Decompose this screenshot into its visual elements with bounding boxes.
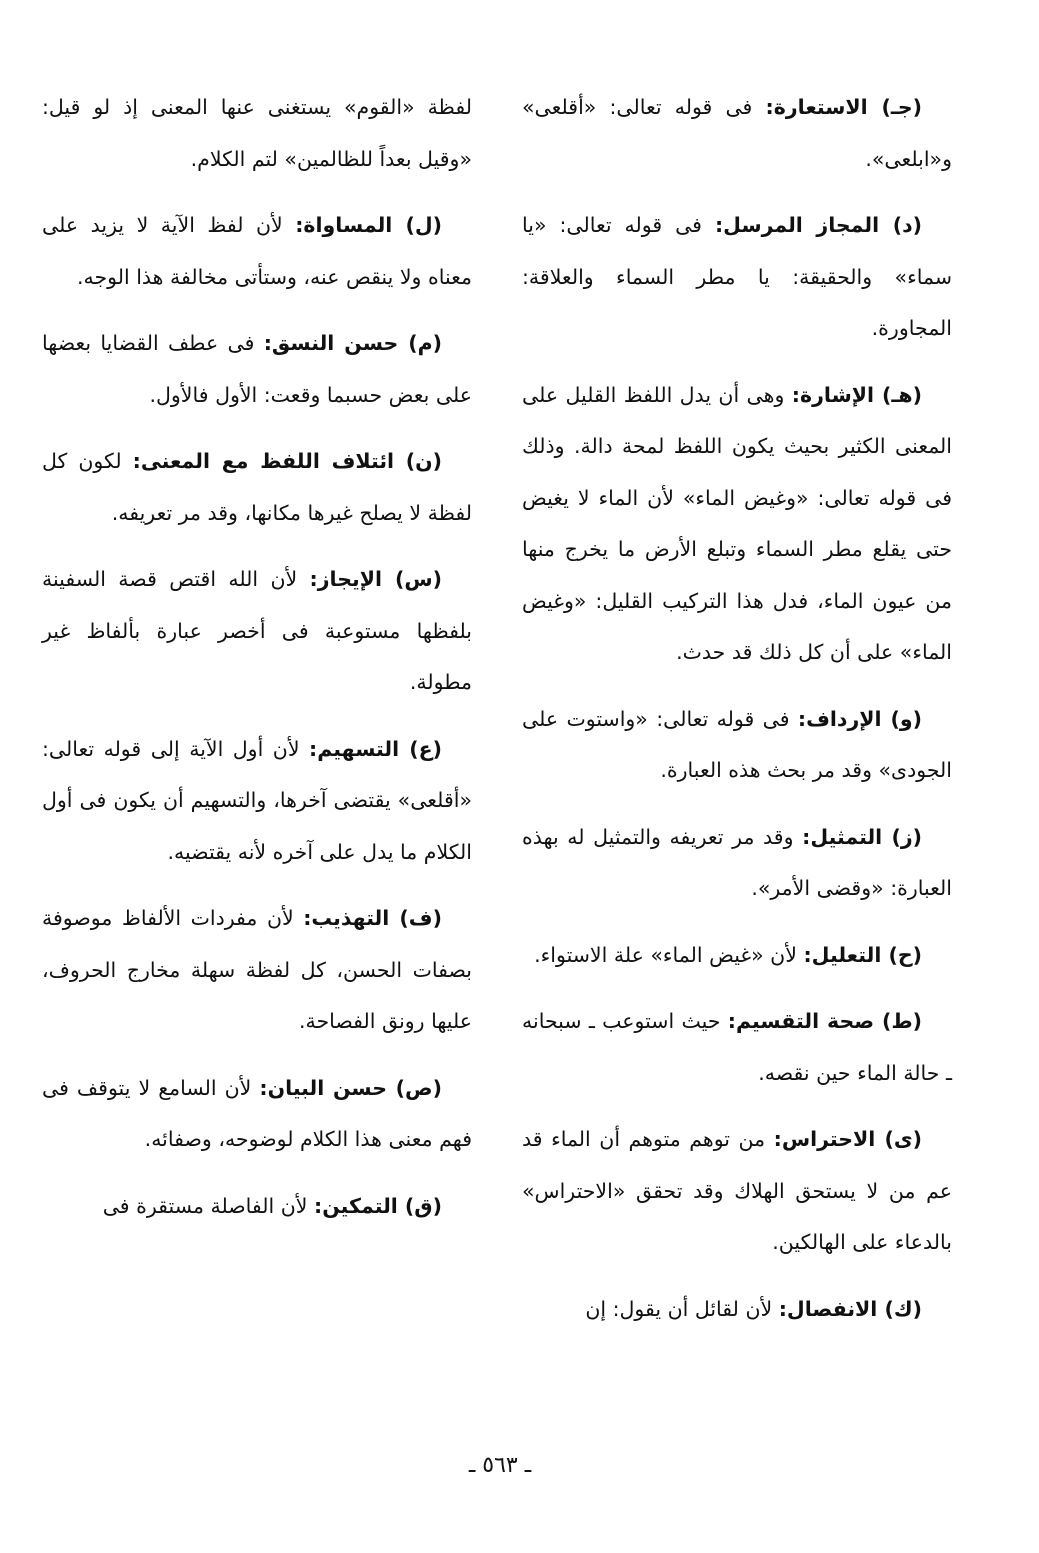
term-label: (ع) التسهيم:: [309, 736, 442, 761]
paragraph-text: لأن أول الآية إلى قوله تعالى: «أقلعى» يقتضى آخرها، والتسهيم أن يكون فى أول الكلام ما يدل على آخره لأنه يقتضيه.: [42, 736, 472, 864]
term-label: (و) الإرداف:: [797, 706, 923, 731]
term-label: (جـ) الاستعارة:: [765, 95, 922, 119]
term-label: (د) المجاز المرسل:: [714, 213, 922, 237]
right-column: [522, 82, 952, 1350]
term-label: (س) الإيجاز:: [309, 567, 443, 591]
paragraph-text: لفظة «القوم» يستغنى عنها المعنى إذ لو قيل: «وقيل بعداً للظالمين» لتم الكلام.: [42, 95, 472, 171]
paragraph-text: وهى أن يدل اللفظ القليل على المعنى الكثير بحيث يكون اللفظ لمحة دالة. وذلك فى قوله تعالى: «وغيض الماء» لأن الماء لا يغيض حتى يقلع مطر السماء وتبلع الأرض ما يخرج منها من عيون الماء، فدل هذا التركيب القليل: «وغيض الماء» على أن كل ذلك قد حدث.: [522, 382, 952, 664]
term-label: (ى) الاحتراس:: [773, 1127, 922, 1151]
paragraph: [42, 200, 472, 303]
paragraph-text: لأن السامع لا يتوقف فى فهم معنى هذا الكلام لوضوحه، وصفائه.: [42, 1075, 472, 1151]
paragraph-text: فى قوله تعالى: «واستوت على الجودى» وقد مر بحث هذه العبارة.: [522, 706, 952, 782]
paragraph: [522, 370, 952, 679]
page-number: ـ ٥٦٣ ـ: [468, 1453, 532, 1478]
term-label: (ح) التعليل:: [803, 942, 922, 967]
paragraph: [42, 1063, 472, 1166]
paragraph: [522, 996, 952, 1099]
term-label: (ز) التمثيل:: [802, 824, 922, 849]
paragraph-text: وقد مر تعريفه والتمثيل له بهذه العبارة: «وقضى الأمر».: [522, 824, 952, 900]
paragraph: [42, 724, 472, 879]
paragraph: [522, 1284, 952, 1336]
paragraph-text: لأن الفاصلة مستقرة فى: [102, 1193, 315, 1218]
term-label: (ق) التمكين:: [314, 1193, 442, 1218]
paragraph: [42, 554, 472, 709]
paragraph: [522, 82, 952, 185]
paragraph-text: لأن مفردات الألفاظ موصوفة بصفات الحسن، كل لفظة سهلة مخارج الحروف، عليها رونق الفصاحة.: [42, 906, 472, 1033]
term-label: (ص) حسن البيان:: [259, 1075, 443, 1100]
left-column: [42, 82, 472, 1247]
paragraph: [42, 1181, 472, 1233]
paragraph: [522, 1114, 952, 1269]
paragraph: [522, 694, 952, 797]
term-label: (ك) الانفصال:: [778, 1296, 922, 1321]
term-label: (ط) صحة التقسيم:: [727, 1009, 923, 1033]
paragraph: [42, 893, 472, 1048]
paragraph: [42, 318, 472, 421]
term-label: (ف) التهذيب:: [303, 906, 442, 930]
paragraph-text: فى قوله تعالى: «أقلعى» و«ابلعى».: [522, 95, 952, 171]
paragraph: [522, 812, 952, 915]
paragraph-text: من توهم متوهم أن الماء قد عم من لا يستحق الهلاك وقد تحقق «الاحتراس» بالدعاء على الهالكين.: [522, 1127, 952, 1254]
paragraph-text: فى عطف القضايا بعضها على بعض حسبما وقعت: الأول فالأول.: [42, 331, 472, 407]
term-label: (ن) ائتلاف اللفظ مع المعنى:: [132, 449, 442, 473]
term-label: (ل) المساواة:: [295, 213, 442, 237]
paragraph-text: فى قوله تعالى: «يا سماء» والحقيقة: يا مطر السماء والعلاقة: المجاورة.: [522, 213, 952, 340]
paragraph-text: حيث استوعب ـ سبحانه ـ حالة الماء حين نقصه.: [522, 1009, 952, 1085]
term-label: (هـ) الإشارة:: [791, 382, 922, 407]
paragraph-text: لأن لفظ الآية لا يزيد على معناه ولا ينقص عنه، وستأتى مخالفة هذا الوجه.: [42, 213, 472, 289]
paragraph-text: لأن «غيض الماء» علة الاستواء.: [534, 942, 804, 967]
term-label: (م) حسن النسق:: [263, 331, 443, 355]
paragraph: [522, 200, 952, 355]
paragraph-text: لأن لقائل أن يقول: إن: [585, 1296, 779, 1321]
paragraph: [42, 436, 472, 539]
paragraph-text: لأن الله اقتص قصة السفينة بلفظها مستوعبة فى أخصر عبارة بألفاظ غير مطولة.: [42, 567, 472, 694]
paragraph-continuation: [42, 82, 472, 185]
paragraph: [522, 930, 952, 982]
paragraph-text: لكون كل لفظة لا يصلح غيرها مكانها، وقد مر تعريفه.: [42, 449, 472, 525]
